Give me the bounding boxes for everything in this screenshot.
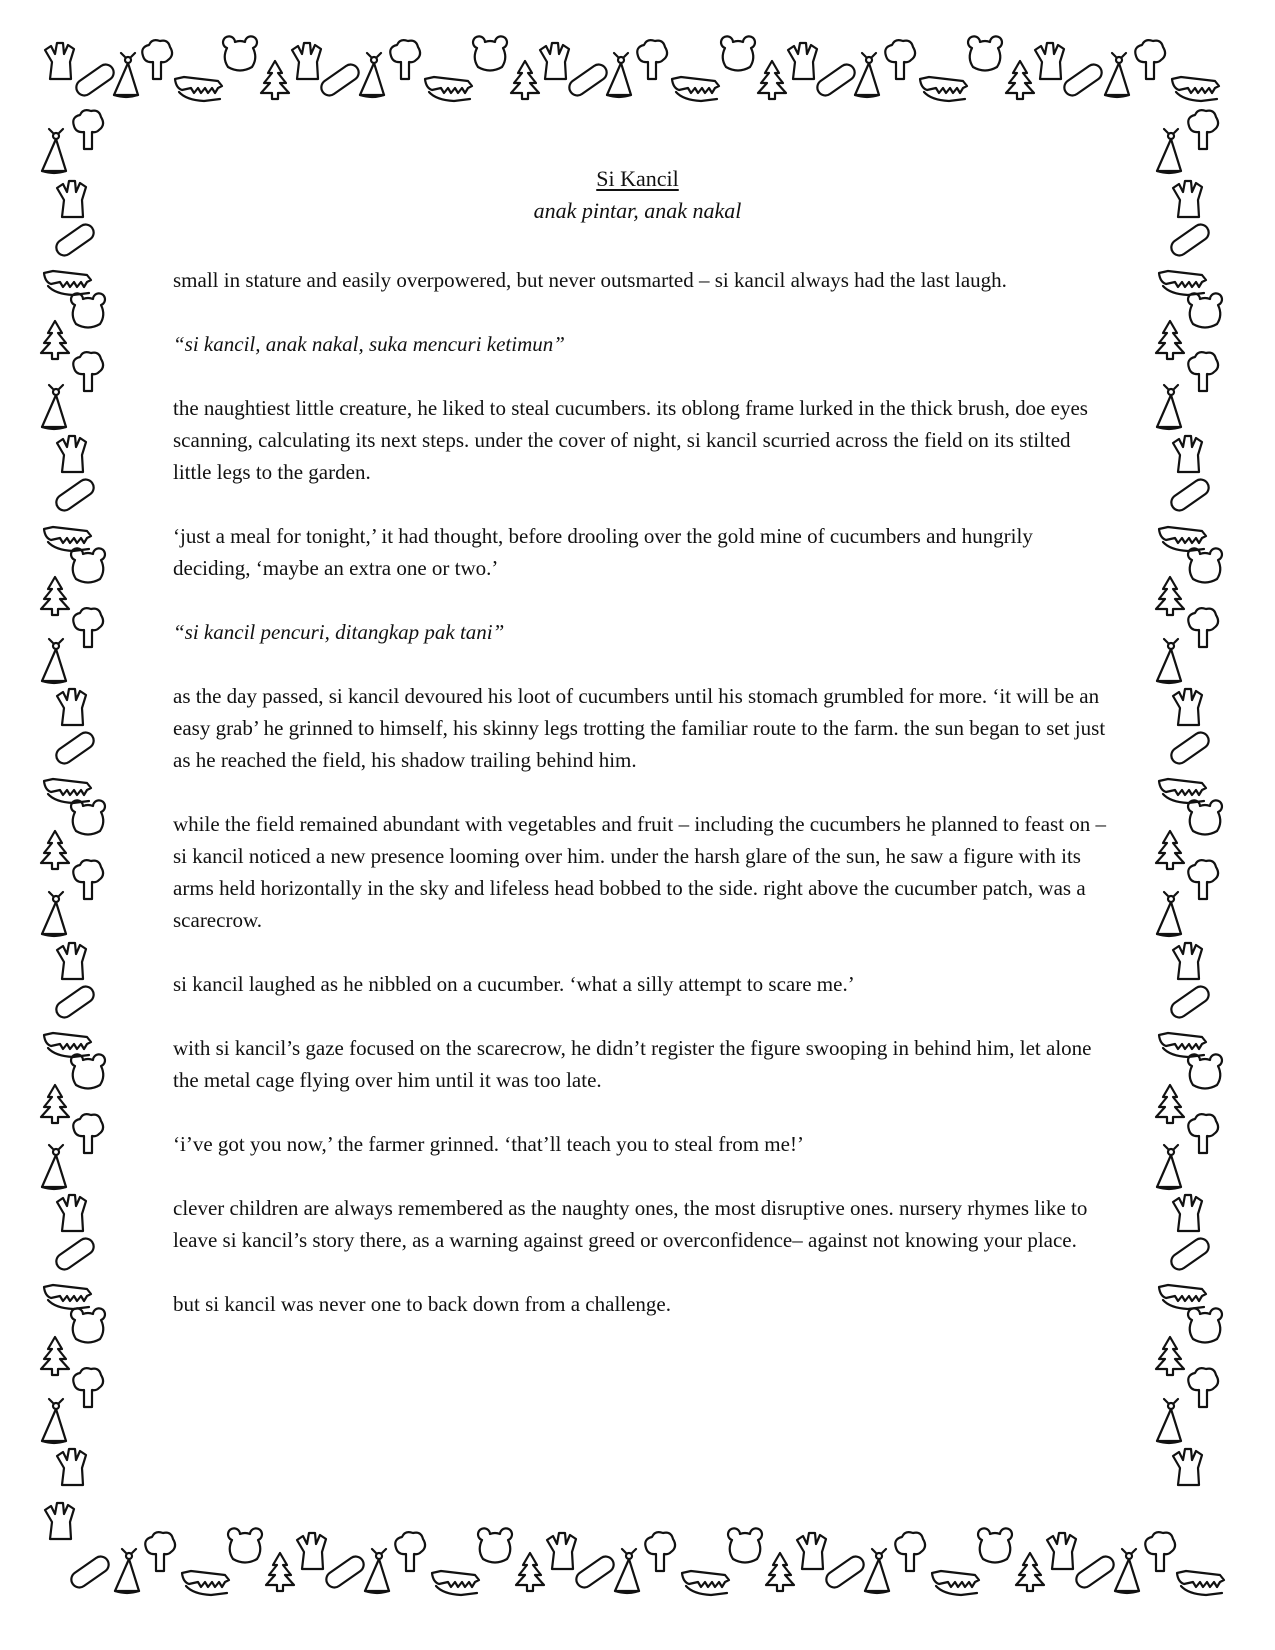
crocodile-icon bbox=[1159, 779, 1206, 803]
broccoli-icon bbox=[73, 1368, 103, 1407]
cucumber-icon bbox=[53, 729, 97, 766]
pine-tree-icon bbox=[266, 1553, 294, 1591]
glove-icon bbox=[1173, 436, 1202, 472]
glove-icon bbox=[1173, 1449, 1202, 1485]
pine-tree-icon bbox=[1156, 1085, 1184, 1123]
border-right-column bbox=[1156, 110, 1222, 1485]
broccoli-icon bbox=[1188, 352, 1218, 391]
broccoli-icon bbox=[1188, 1114, 1218, 1153]
crocodile-icon bbox=[1159, 1285, 1206, 1309]
pine-tree-icon bbox=[1156, 321, 1184, 359]
crocodile-icon bbox=[1159, 1033, 1206, 1057]
pine-tree-icon bbox=[1156, 1337, 1184, 1375]
crocodile-icon bbox=[182, 1571, 229, 1595]
party-hat-icon bbox=[42, 1399, 66, 1443]
crocodile-icon bbox=[425, 77, 472, 101]
cucumber-icon bbox=[1168, 983, 1212, 1020]
story-paragraph: as the day passed, si kancil devoured his loot of cucumbers until his stomach grumbled for more. ‘it will be an easy grab’ he grinned to himself, his skinny legs trotting the familiar route to the farm. the sun began to set just as he reached the field, his shadow trailing behind him. bbox=[173, 684, 1106, 772]
cucumber-icon bbox=[573, 1553, 617, 1590]
crocodile-icon bbox=[1177, 1571, 1224, 1595]
broccoli-icon bbox=[1145, 1532, 1175, 1571]
cucumber-icon bbox=[1168, 1235, 1212, 1272]
cucumber-icon bbox=[1168, 729, 1212, 766]
pine-tree-icon bbox=[1016, 1553, 1044, 1591]
cucumber-icon bbox=[1061, 61, 1105, 98]
story-paragraph: clever children are always remembered as the naughty ones, the most disruptive ones. nursery rhymes like to leave si kancil’s story there, as a warning against greed or overconfidence– against not knowing your place. bbox=[173, 1196, 1088, 1252]
glove-icon bbox=[45, 43, 74, 79]
party-hat-icon bbox=[1157, 639, 1181, 683]
glove-icon bbox=[57, 1195, 86, 1231]
glove-icon bbox=[547, 1533, 576, 1569]
cucumber-icon bbox=[318, 61, 362, 98]
pine-tree-icon bbox=[41, 321, 69, 359]
party-hat-icon bbox=[42, 892, 66, 936]
party-hat-icon bbox=[42, 1145, 66, 1189]
border-top-row bbox=[45, 36, 1219, 101]
crocodile-icon bbox=[44, 271, 91, 295]
broccoli-icon bbox=[73, 110, 103, 149]
pine-tree-icon bbox=[1156, 831, 1184, 869]
crocodile-icon bbox=[432, 1571, 479, 1595]
story-title: Si Kancil bbox=[596, 166, 679, 191]
broccoli-icon bbox=[73, 352, 103, 391]
cucumber-icon bbox=[1168, 221, 1212, 258]
cucumber-icon bbox=[68, 1553, 112, 1590]
pine-tree-icon bbox=[41, 577, 69, 615]
pine-tree-icon bbox=[41, 1337, 69, 1375]
glove-icon bbox=[797, 1533, 826, 1569]
crocodile-icon bbox=[932, 1571, 979, 1595]
party-hat-icon bbox=[114, 53, 138, 97]
pine-tree-icon bbox=[1006, 61, 1034, 99]
broccoli-icon bbox=[395, 1532, 425, 1571]
broccoli-icon bbox=[73, 608, 103, 647]
pine-tree-icon bbox=[766, 1553, 794, 1591]
broccoli-icon bbox=[73, 1114, 103, 1153]
border-left-column bbox=[41, 110, 105, 1485]
bear-head-icon bbox=[71, 293, 105, 327]
bear-head-icon bbox=[71, 1308, 105, 1342]
cucumber-icon bbox=[53, 1235, 97, 1272]
glove-icon bbox=[57, 943, 86, 979]
broccoli-icon bbox=[1188, 608, 1218, 647]
rhyme-verse: “si kancil pencuri, ditangkap pak tani” bbox=[173, 620, 505, 644]
story-paragraph: but si kancil was never one to back down from a challenge. bbox=[173, 1292, 672, 1316]
broccoli-icon bbox=[637, 40, 667, 79]
glove-icon bbox=[1173, 943, 1202, 979]
party-hat-icon bbox=[42, 385, 66, 429]
pine-tree-icon bbox=[511, 61, 539, 99]
cucumber-icon bbox=[53, 221, 97, 258]
glove-icon bbox=[788, 43, 817, 79]
broccoli-icon bbox=[1188, 860, 1218, 899]
crocodile-icon bbox=[1159, 271, 1206, 295]
pine-tree-icon bbox=[758, 61, 786, 99]
story-paragraph: ‘just a meal for tonight,’ it had thought, before drooling over the gold mine of cucumbers and hungrily deciding, ‘maybe an extra one or two.’ bbox=[173, 524, 1033, 580]
crocodile-icon bbox=[672, 77, 719, 101]
story-paragraph: with si kancil’s gaze focused on the scarecrow, he didn’t register the figure swooping in behind him, let alone the metal cage flying over him until it was too late. bbox=[173, 1036, 1092, 1092]
party-hat-icon bbox=[1105, 53, 1129, 97]
broccoli-icon bbox=[1135, 40, 1165, 79]
crocodile-icon bbox=[682, 1571, 729, 1595]
story-body bbox=[173, 264, 1109, 1352]
cucumber-icon bbox=[73, 61, 117, 98]
bear-head-icon bbox=[223, 36, 257, 70]
glove-icon bbox=[1173, 689, 1202, 725]
bear-head-icon bbox=[1188, 1054, 1222, 1088]
glove-icon bbox=[57, 1449, 86, 1485]
party-hat-icon bbox=[615, 1549, 639, 1593]
party-hat-icon bbox=[360, 53, 384, 97]
party-hat-icon bbox=[115, 1549, 139, 1593]
crocodile-icon bbox=[1159, 527, 1206, 551]
crocodile-icon bbox=[44, 527, 91, 551]
party-hat-icon bbox=[365, 1549, 389, 1593]
party-hat-icon bbox=[607, 53, 631, 97]
bear-head-icon bbox=[721, 36, 755, 70]
story-paragraph: the naughtiest little creature, he liked to steal cucumbers. its oblong frame lurked in the thick brush, doe eyes scanning, calculating its next steps. under the cover of night, si kancil scurried across the field on its stilted little legs to the garden. bbox=[173, 396, 1088, 484]
pine-tree-icon bbox=[41, 1085, 69, 1123]
party-hat-icon bbox=[1157, 385, 1181, 429]
bear-head-icon bbox=[71, 1054, 105, 1088]
glove-icon bbox=[540, 43, 569, 79]
bear-head-icon bbox=[473, 36, 507, 70]
broccoli-icon bbox=[142, 40, 172, 79]
story-subtitle: anak pintar, anak nakal bbox=[533, 198, 742, 223]
crocodile-icon bbox=[1172, 77, 1219, 101]
broccoli-icon bbox=[390, 40, 420, 79]
cucumber-icon bbox=[566, 61, 610, 98]
cucumber-icon bbox=[823, 1553, 867, 1590]
crocodile-icon bbox=[44, 779, 91, 803]
glove-icon bbox=[292, 43, 321, 79]
bear-head-icon bbox=[978, 1528, 1012, 1562]
glove-icon bbox=[1035, 43, 1064, 79]
crocodile-icon bbox=[44, 1033, 91, 1057]
broccoli-icon bbox=[73, 860, 103, 899]
crocodile-icon bbox=[44, 1285, 91, 1309]
bear-head-icon bbox=[71, 800, 105, 834]
broccoli-icon bbox=[885, 40, 915, 79]
party-hat-icon bbox=[855, 53, 879, 97]
party-hat-icon bbox=[1157, 1145, 1181, 1189]
crocodile-icon bbox=[175, 77, 222, 101]
bear-head-icon bbox=[1188, 548, 1222, 582]
cucumber-icon bbox=[53, 983, 97, 1020]
glove-icon bbox=[45, 1503, 74, 1539]
pine-tree-icon bbox=[41, 831, 69, 869]
story-paragraph: ‘i’ve got you now,’ the farmer grinned. ‘that’ll teach you to steal from me!’ bbox=[173, 1132, 804, 1156]
cucumber-icon bbox=[323, 1553, 367, 1590]
glove-icon bbox=[57, 436, 86, 472]
party-hat-icon bbox=[1157, 1399, 1181, 1443]
bear-head-icon bbox=[1188, 800, 1222, 834]
bear-head-icon bbox=[1188, 293, 1222, 327]
bear-head-icon bbox=[1188, 1308, 1222, 1342]
party-hat-icon bbox=[1115, 1549, 1139, 1593]
party-hat-icon bbox=[865, 1549, 889, 1593]
broccoli-icon bbox=[1188, 110, 1218, 149]
cucumber-icon bbox=[1073, 1553, 1117, 1590]
party-hat-icon bbox=[1157, 892, 1181, 936]
cucumber-icon bbox=[53, 476, 97, 513]
broccoli-icon bbox=[895, 1532, 925, 1571]
story-paragraph: while the field remained abundant with vegetables and fruit – including the cucumbers he planned to feast on – si kancil noticed a new presence looming over him. under the harsh glare of the sun, he saw a figure with its arms held horizontally in the sky and lifeless head bobbed to the side. right above the cucumber patch, was a scarecrow. bbox=[173, 812, 1107, 932]
party-hat-icon bbox=[42, 639, 66, 683]
rhyme-verse: “si kancil, anak nakal, suka mencuri ketimun” bbox=[173, 332, 565, 356]
crocodile-icon bbox=[920, 77, 967, 101]
bear-head-icon bbox=[478, 1528, 512, 1562]
bear-head-icon bbox=[71, 548, 105, 582]
glove-icon bbox=[1173, 1195, 1202, 1231]
pine-tree-icon bbox=[261, 61, 289, 99]
glove-icon bbox=[1047, 1533, 1076, 1569]
glove-icon bbox=[57, 689, 86, 725]
cucumber-icon bbox=[1168, 476, 1212, 513]
broccoli-icon bbox=[645, 1532, 675, 1571]
glove-icon bbox=[297, 1533, 326, 1569]
broccoli-icon bbox=[1188, 1368, 1218, 1407]
cucumber-icon bbox=[814, 61, 858, 98]
bear-head-icon bbox=[968, 36, 1002, 70]
story-paragraph: small in stature and easily overpowered, but never outsmarted – si kancil always had the last laugh. bbox=[173, 268, 1007, 292]
broccoli-icon bbox=[145, 1532, 175, 1571]
bear-head-icon bbox=[728, 1528, 762, 1562]
pine-tree-icon bbox=[516, 1553, 544, 1591]
bear-head-icon bbox=[228, 1528, 262, 1562]
pine-tree-icon bbox=[1156, 577, 1184, 615]
story-paragraph: si kancil laughed as he nibbled on a cucumber. ‘what a silly attempt to scare me.’ bbox=[173, 972, 855, 996]
border-bottom-row bbox=[45, 1503, 1224, 1595]
